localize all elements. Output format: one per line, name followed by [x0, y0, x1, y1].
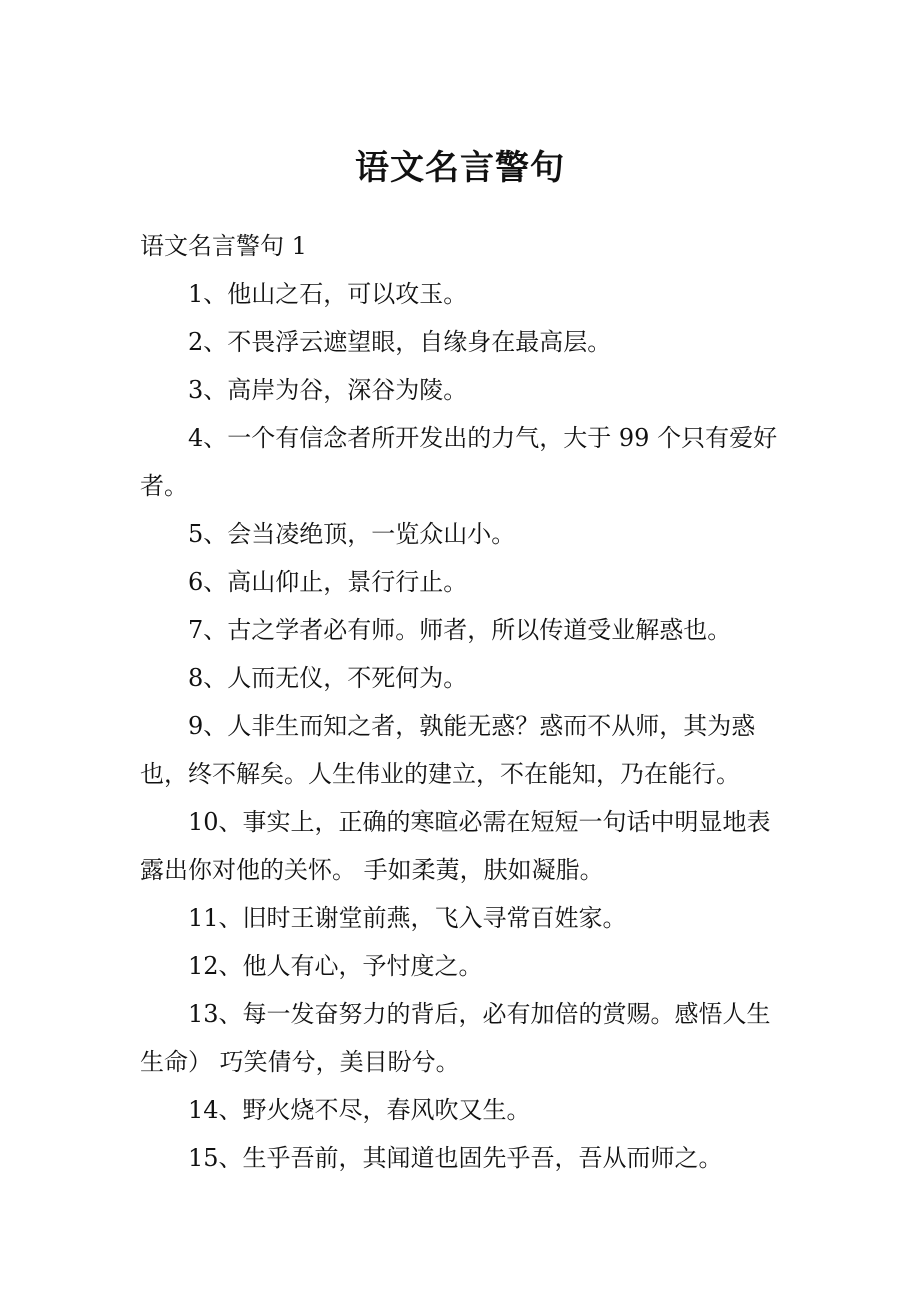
quote-item: 1、他山之石，可以攻玉。: [188, 280, 468, 308]
quote-item: 12、他人有心，予忖度之。: [188, 952, 483, 980]
section-heading: 语文名言警句 1: [140, 232, 307, 260]
quote-item: 4、一个有信念者所开发出的力气，大于 99 个只有爱好者。: [140, 424, 778, 500]
page-title: 语文名言警句: [355, 148, 565, 188]
quote-item: 8、人而无仪，不死何为。: [188, 664, 468, 692]
document-body: [140, 222, 785, 1182]
quote-item: 6、高山仰止，景行行止。: [188, 568, 468, 596]
quote-item: 5、会当凌绝顶，一览众山小。: [188, 520, 516, 548]
quote-item: 11、旧时王谢堂前燕，飞入寻常百姓家。: [188, 904, 627, 932]
quote-item: 3、高岸为谷，深谷为陵。: [188, 376, 468, 404]
quote-item: 10、事实上，正确的寒暄必需在短短一句话中明显地表露出你对他的关怀。 手如柔荑，肤如凝脂。: [140, 808, 771, 884]
quote-item: 13、每一发奋努力的背后，必有加倍的赏赐。感悟人生生命） 巧笑倩兮，美目盼兮。: [140, 1000, 771, 1076]
quote-item: 7、古之学者必有师。师者，所以传道受业解惑也。: [188, 616, 732, 644]
quote-item: 9、人非生而知之者，孰能无惑？惑而不从师，其为惑也，终不解矣。人生伟业的建立，不在能知，乃在能行。: [140, 712, 756, 788]
quote-item: 14、野火烧不尽，春风吹又生。: [188, 1096, 531, 1124]
quote-item: 15、生乎吾前，其闻道也固先乎吾，吾从而师之。: [188, 1144, 723, 1172]
quote-item: 2、不畏浮云遮望眼，自缘身在最高层。: [188, 328, 612, 356]
